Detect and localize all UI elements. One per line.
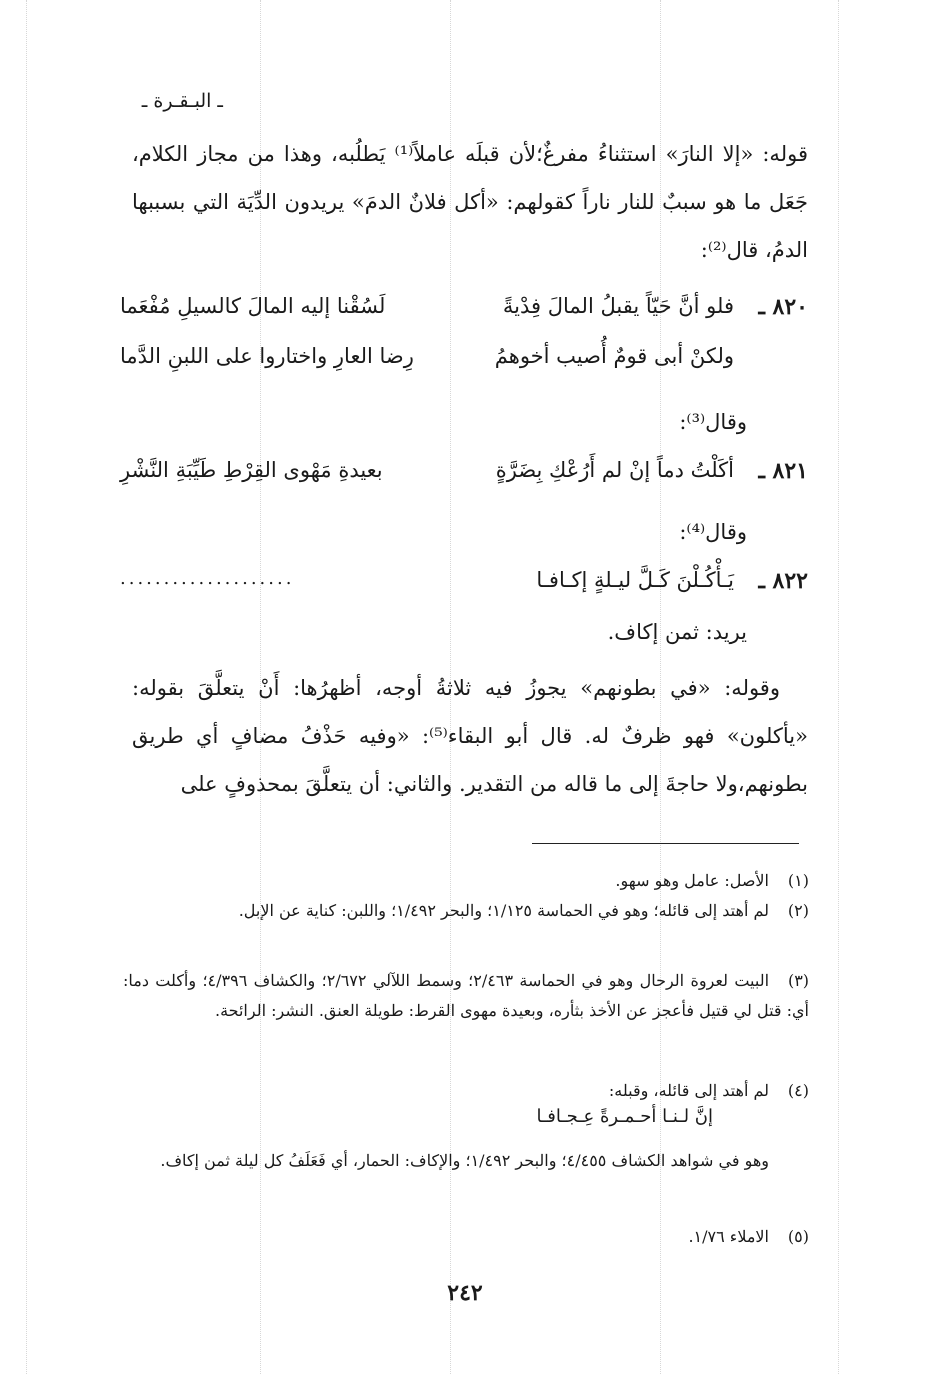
paragraph-2: وقوله: «في بطونهم» يجوزُ فيه ثلاثةُ أوجه، أظهرُها: أَنْ يتعلَّقَ بقوله: «يأكلون» فهو ظرفٌ له. قال أبو البقاء⁽⁵⁾: «وفيه حَذْفُ مضافٍ أي طريق بطونهم،ولا حاجةَ إلى ما قاله من التقدير. والثاني: أن يتعلَّقَ بمحذوفٍ على	[132, 676, 808, 796]
footnote-number: (٣)	[787, 971, 810, 990]
paragraph-1: قوله: «إلا النارَ» استثناءُ مفرغٌ؛لأن قبلَه عاملاً⁽¹⁾ يَطلُبه، وهذا من مجاز الكلام، جَعَل ما هو سببٌ للنار ناراً كقولهم: «أكل فلانٌ الدمَ» يريدون الدِّيَة التي بسببها الدمُ، قال⁽²⁾:	[132, 142, 808, 262]
verse-820-hemistich-2a: ولكنْ أبى قومٌ أُصيب أخوهمُ	[494, 344, 734, 368]
verse-number: ٨٢٠ ـ	[758, 294, 808, 320]
verse-820-hemistich-1b: لَسُقْنا إليه المالَ كالسيلِ مُفْعَما	[120, 294, 386, 318]
grid-line	[838, 0, 839, 1374]
footnote-text: الاملاء ١/٧٦.	[688, 1227, 769, 1246]
verse-821-hemistich-b: بعيدةِ مَهْوى القِرْطِ طَيِّبَةِ النَّشْرِ	[120, 458, 383, 482]
footnote-text: الأصل: عامل وهو سهو.	[615, 871, 769, 890]
grid-line	[26, 0, 27, 1374]
footnote-number: (١)	[787, 871, 809, 890]
running-header: ـ البـقـرة ـ	[141, 90, 223, 112]
footnote-number: (٢)	[787, 901, 809, 920]
page-number: ٢٤٢	[447, 1280, 483, 1306]
footnote-4-continuation: وهو في شواهد الكشاف ٤/٤٥٥؛ والبحر ١/٤٩٢؛ والإكاف: الحمار، أي فَعَلَفُ كل ليلة ثمن إكاف.	[160, 1151, 769, 1170]
footnote-number: (٥)	[787, 1227, 809, 1246]
footnote-text: البيت لعروة الرحال وهو في الحماسة ٢/٤٦٣؛ وسمط اللآلي ٢/٦٧٢؛ والكشاف ٤/٣٩٦؛ وأكلت دما: أي: قتل لي قتيل فأعجز عن الأخذ بثأره، وبعيدة مهوى القرط: طويلة العنق. النشر: الرائحة.	[123, 971, 809, 1020]
footnote-3	[123, 966, 809, 1026]
yurid-line: يريد: ثمن إكاف.	[607, 620, 747, 644]
verse-820-hemistich-2b: رِضا العارِ واختاروا على اللبنِ الدَّما	[120, 344, 414, 368]
verse-822-elision: ....................	[120, 568, 295, 589]
footnote-text: لم أهتد إلى قائله؛ وهو في الحماسة ١/١٢٥؛ والبحر ١/٤٩٢؛ واللبن: كناية عن الإبل.	[238, 901, 769, 920]
footnote-text: لم أهتد إلى قائله، وقبله:	[608, 1081, 769, 1100]
qala-3: وقال⁽³⁾:	[679, 410, 747, 434]
verse-820-hemistich-1a: فلو أنَّ حَيّاً يقبلُ المالَ فِدْيةً	[502, 294, 734, 318]
footnote-number: (٤)	[787, 1081, 809, 1100]
footnote-4	[123, 1076, 809, 1106]
qala-4: وقال⁽⁴⁾:	[679, 520, 747, 544]
verse-number: ٨٢١ ـ	[758, 458, 808, 484]
footnote-5	[123, 1222, 809, 1252]
footnote-rule	[532, 843, 799, 844]
footnote-1	[123, 866, 809, 896]
verse-number: ٨٢٢ ـ	[758, 568, 808, 594]
verse-822-hemistich-a: يَـأْكُـلْنَ كَـلَّ ليـلةٍ إكـافـا	[536, 568, 734, 592]
footnote-2	[123, 896, 809, 926]
verse-821-hemistich-a: أكَلْتُ دماً إنْ لم أَرُعْكِ بِضَرَّةٍ	[495, 458, 734, 482]
footnote-4-verse: إنَّ لـنـا أحـمـرةً عِـجـافـا	[536, 1106, 713, 1127]
